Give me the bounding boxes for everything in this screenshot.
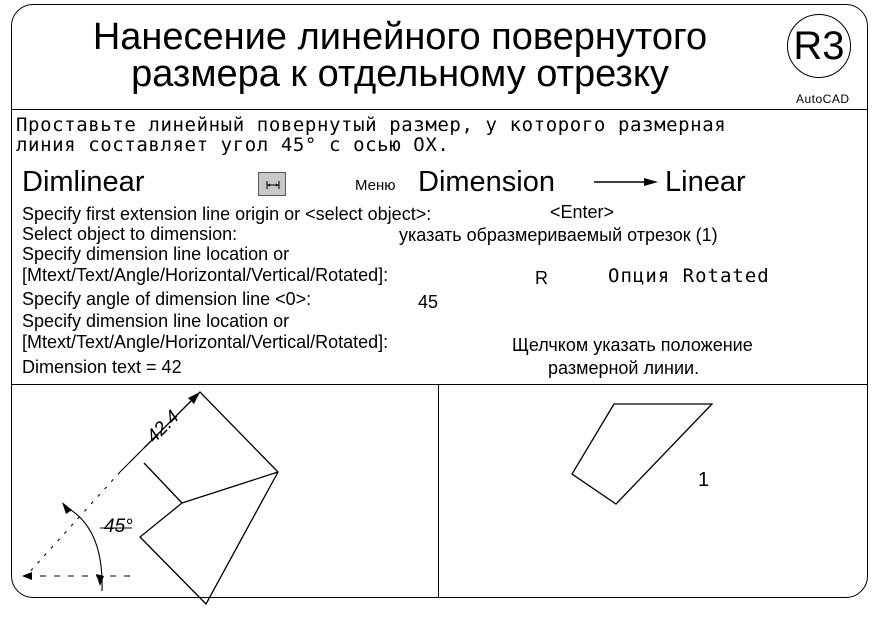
drawing-divider [11, 384, 868, 385]
prompt-options-2: [Mtext/Text/Angle/Horizontal/Vertical/Rotated]: [22, 332, 389, 352]
prompt-options: [Mtext/Text/Angle/Horizontal/Vertical/Rotated]: [22, 265, 389, 285]
response-place-line2: размерной линии. [548, 358, 700, 378]
page-title-line2: размера к отдельному отрезку [131, 53, 669, 95]
menu-path-dimension: Dimension [418, 166, 555, 198]
response-angle: 45 [418, 292, 439, 312]
task-line2: линия составляет угол 45° с осью OX. [16, 134, 450, 156]
response-rotated-note: Опция Rotated [608, 265, 770, 287]
prompt-angle: Specify angle of dimension line <0>: [22, 289, 312, 309]
lesson-badge: R3 [787, 14, 851, 78]
response-rotated-key: R [535, 268, 548, 288]
linear-dimension-glyph [259, 173, 287, 197]
angle-arrow-bottom [96, 574, 104, 586]
source-object-outline [572, 404, 712, 504]
segment-label: 1 [698, 469, 710, 491]
drawing-split [438, 384, 439, 598]
menu-arrow-icon [592, 177, 662, 187]
brand-label: AutoCAD [796, 92, 850, 106]
prompt-line-location: Specify dimension line location or [22, 244, 290, 264]
prompt-first-origin: Specify first extension line origin or <select object>: [22, 204, 432, 224]
prompt-line-location-2: Specify dimension line location or [22, 311, 290, 331]
angle-arrow [62, 502, 72, 514]
drawing-result [14, 386, 434, 596]
response-place-line1: Щелчком указать положение [512, 335, 753, 355]
task-line1: Проставьте линейный повернутый размер, у которого размерная [16, 114, 727, 136]
response-select: указать образмериваемый отрезок (1) [399, 225, 718, 245]
prompt-dimension-text: Dimension text = 42 [22, 357, 182, 377]
linear-dimension-icon[interactable] [258, 172, 286, 196]
menu-label: Меню [355, 177, 396, 194]
prompt-select-object: Select object to dimension: [22, 224, 238, 244]
command-name: Dimlinear [22, 166, 145, 198]
header-divider [11, 109, 868, 110]
menu-path-linear: Linear [665, 166, 746, 198]
drawing-source [444, 386, 864, 596]
dimension-value-label: 42.4 [142, 406, 184, 448]
baseline-arrow [22, 572, 32, 580]
page-title-line1: Нанесение линейного повернутого [92, 16, 708, 58]
response-enter: <Enter> [550, 202, 615, 222]
angle-value-label: 45° [104, 516, 133, 537]
